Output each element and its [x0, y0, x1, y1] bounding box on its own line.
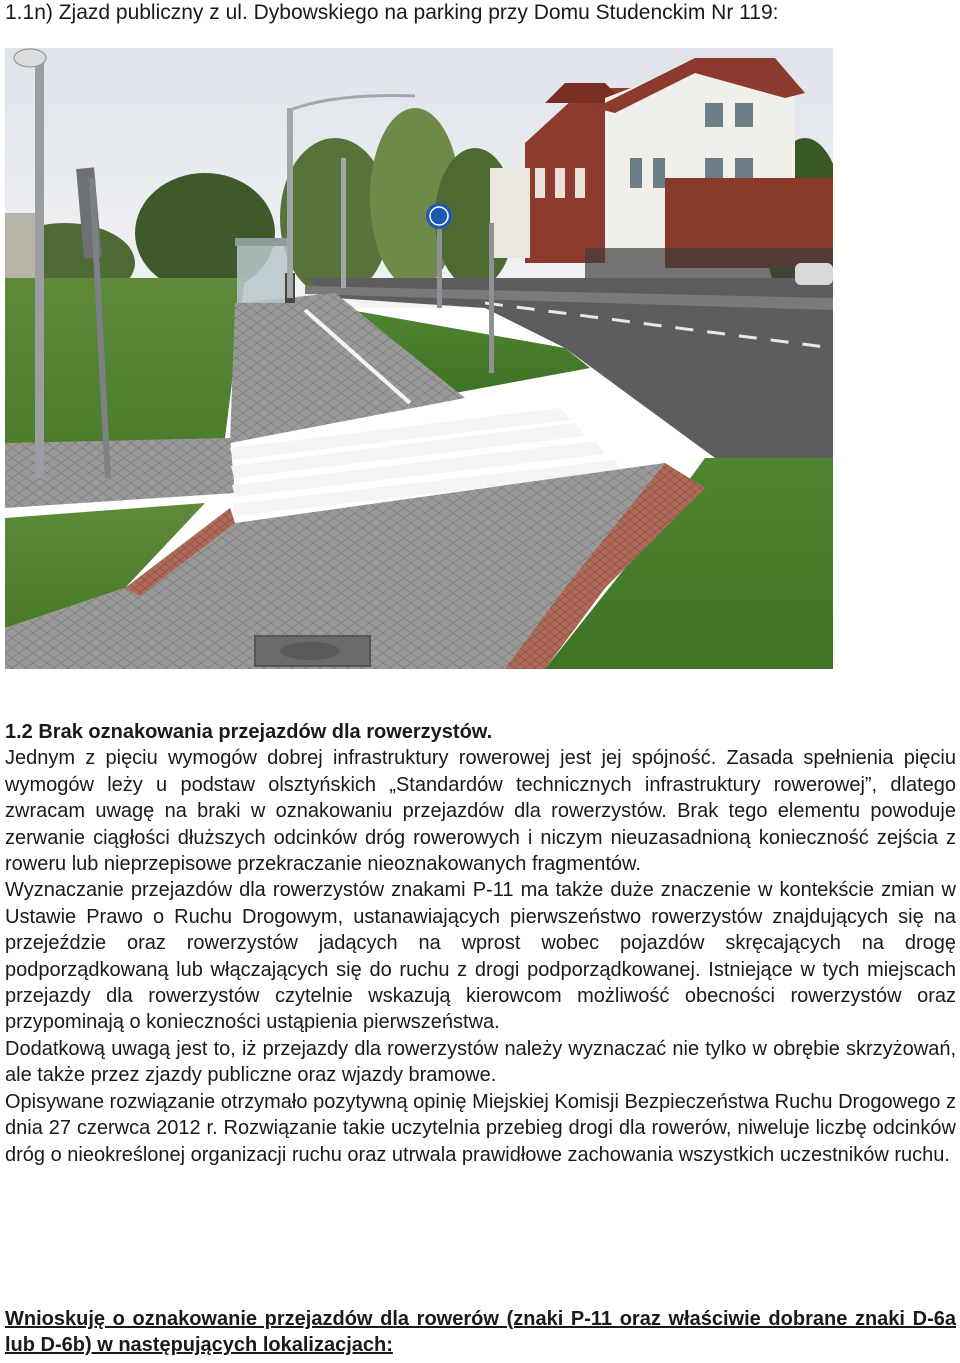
bus-shelter-icon	[235, 238, 295, 303]
section-heading: 1.2 Brak oznakowania przejazdów dla rowerzystów.	[5, 721, 493, 743]
article-body	[5, 719, 956, 1168]
street-photo	[5, 48, 833, 669]
paragraph: Wyznaczanie przejazdów dla rowerzystów znakami P-11 ma także duże znaczenie w kontekście zmian w Ustawie Prawo o Ruchu Drogowym, ustanawiających pierwszeństwo rowerzystów znajdujących się na przejeździe oraz rowerzystów jadących na wprost wobec pojazdów skręcających na drogę podporządkowaną lub włączających się do ruchu z drogi podporządkowanej. Istniejące w tych miejscach przejazdy dla rowerzystów czytelnie wskazują kierowcom możliwość obecności rowerzystów oraz przypominają o konieczności ustąpienia pierwszeństwa.	[5, 879, 956, 1034]
conclusion-request: Wnioskuję o oznakowanie przejazdów dla rowerów (znaki P-11 oraz właściwie dobrane znaki D-6a lub D-6b) w następujących lokalizacjach:	[5, 1308, 956, 1357]
paragraph: Opisywane rozwiązanie otrzymało pozytywną opinię Miejskiej Komisji Bezpieczeństwa Ruchu Drogowego z dnia 27 czerwca 2012 r. Rozwiązanie takie uczytelnia przebieg drogi dla rowerów, niweluje liczbę odcinków dróg o nieokreślonej organizacji ruchu oraz utrwala prawidłowe zachowania wszystkich uczestników ruchu.	[5, 1090, 956, 1166]
paragraph: Jednym z pięciu wymogów dobrej infrastruktury rowerowej jest jej spójność. Zasada spełnienia pięciu wymogów leży u podstaw olsztyńskich „Standardów technicznych infrastruktury rowerowej”, dlatego zwracam uwagę na braki w oznakowaniu przejazdów dla rowerzystów. Brak tego elementu powoduje zerwanie ciągłości dłuższych odcinków dróg rowerowych i niczym nieuzasadnioną konieczność zejścia z roweru lub nieprzepisowe przekraczanie nieoznakowanych fragmentów.	[5, 747, 956, 876]
photo-caption: 1.1n) Zjazd publiczny z ul. Dybowskiego na parking przy Domu Studenckim Nr 119:	[5, 1, 779, 24]
paragraph: Dodatkową uwagą jest to, iż przejazdy dla rowerzystów należy wyznaczać nie tylko w obrębie skrzyżowań, ale także przez zjazdy publiczne oraz wjazdy bramowe.	[5, 1037, 956, 1087]
